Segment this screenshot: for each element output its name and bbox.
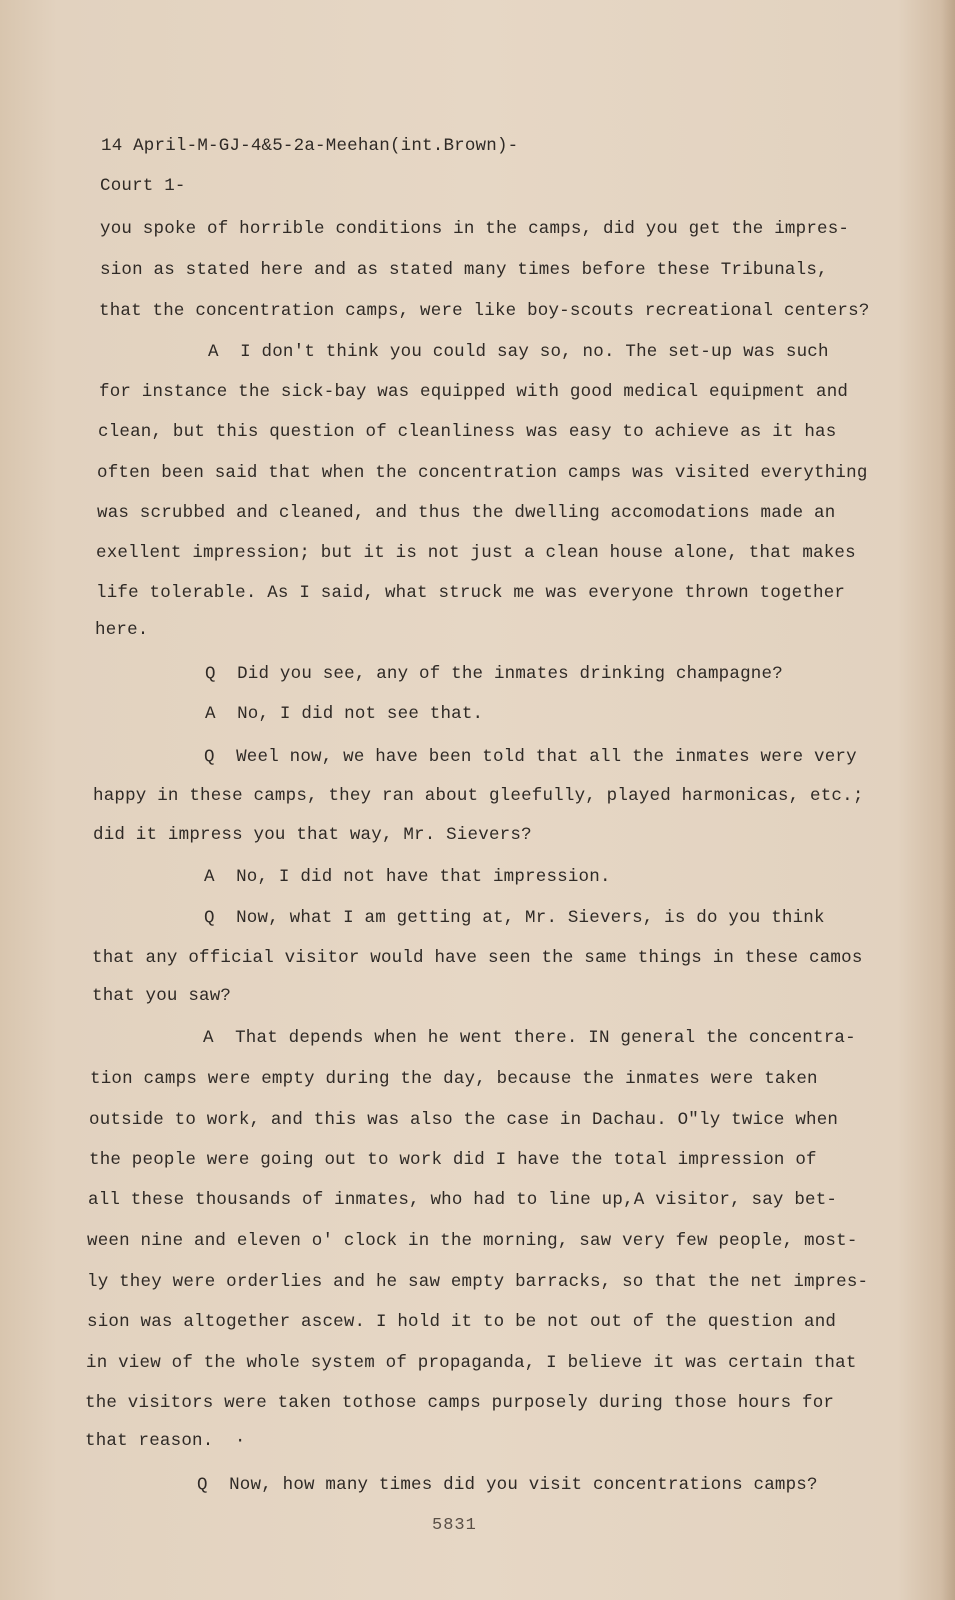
header-line: 14 April-M-GJ-4&5-2a-Meehan(int.Brown)-: [101, 136, 519, 156]
text-line: sion as stated here and as stated many times before these Tribunals,: [100, 260, 828, 280]
text-line: happy in these camps, they ran about gleefully, played harmonicas, etc.;: [93, 786, 864, 806]
text-line: exellent impression; but it is not just a clean house alone, that makes: [96, 543, 856, 563]
answer-line: A No, I did not have that impression.: [204, 867, 611, 887]
text-line: was scrubbed and cleaned, and thus the dwelling accomodations made an: [97, 503, 836, 523]
question-line: Q Now, what I am getting at, Mr. Sievers, is do you think: [204, 908, 825, 928]
text-line: in view of the whole system of propaganda, I believe it was certain that: [86, 1353, 857, 1373]
question-line: Q Now, how many times did you visit concentrations camps?: [197, 1475, 818, 1495]
text-line: you spoke of horrible conditions in the camps, did you get the impres-: [100, 219, 850, 239]
question-line: Q Did you see, any of the inmates drinking champagne?: [205, 664, 783, 684]
text-line: that reason. ·: [85, 1431, 246, 1451]
text-line: clean, but this question of cleanliness was easy to achieve as it has: [98, 422, 837, 442]
text-line: ween nine and eleven o' clock in the morning, saw very few people, most-: [87, 1231, 858, 1251]
question-line: Q Weel now, we have been told that all the inmates were very: [204, 747, 857, 767]
text-line: life tolerable. As I said, what struck me was everyone thrown together: [96, 583, 846, 603]
text-line: for instance the sick-bay was equipped with good medical equipment and: [99, 382, 849, 402]
text-line: that the concentration camps, were like boy-scouts recreational centers?: [99, 301, 870, 321]
answer-line: A I don't think you could say so, no. The set-up was such: [208, 342, 829, 362]
text-line: ly they were orderlies and he saw empty barracks, so that the net impres-: [87, 1272, 869, 1292]
answer-line: A That depends when he went there. IN general the concentra-: [203, 1028, 856, 1048]
text-line: here.: [95, 620, 149, 640]
speaker-line: Court 1-: [100, 176, 186, 196]
text-line: sion was altogether ascew. I hold it to be not out of the question and: [87, 1312, 837, 1332]
text-line: that you saw?: [92, 986, 232, 1006]
text-line: that any official visitor would have seen the same things in these camos: [92, 948, 863, 968]
text-line: outside to work, and this was also the case in Dachau. O"ly twice when: [89, 1110, 839, 1130]
text-line: the people were going out to work did I have the total impression of: [89, 1150, 817, 1170]
text-line: all these thousands of inmates, who had to line up,A visitor, say bet-: [88, 1190, 838, 1210]
text-line: did it impress you that way, Mr. Sievers?: [93, 825, 532, 845]
page-number: 5831: [432, 1516, 477, 1535]
text-line: tion camps were empty during the day, because the inmates were taken: [90, 1069, 818, 1089]
text-line: the visitors were taken tothose camps purposely during those hours for: [85, 1393, 835, 1413]
text-line: often been said that when the concentration camps was visited everything: [97, 463, 868, 483]
answer-line: A No, I did not see that.: [205, 704, 484, 724]
